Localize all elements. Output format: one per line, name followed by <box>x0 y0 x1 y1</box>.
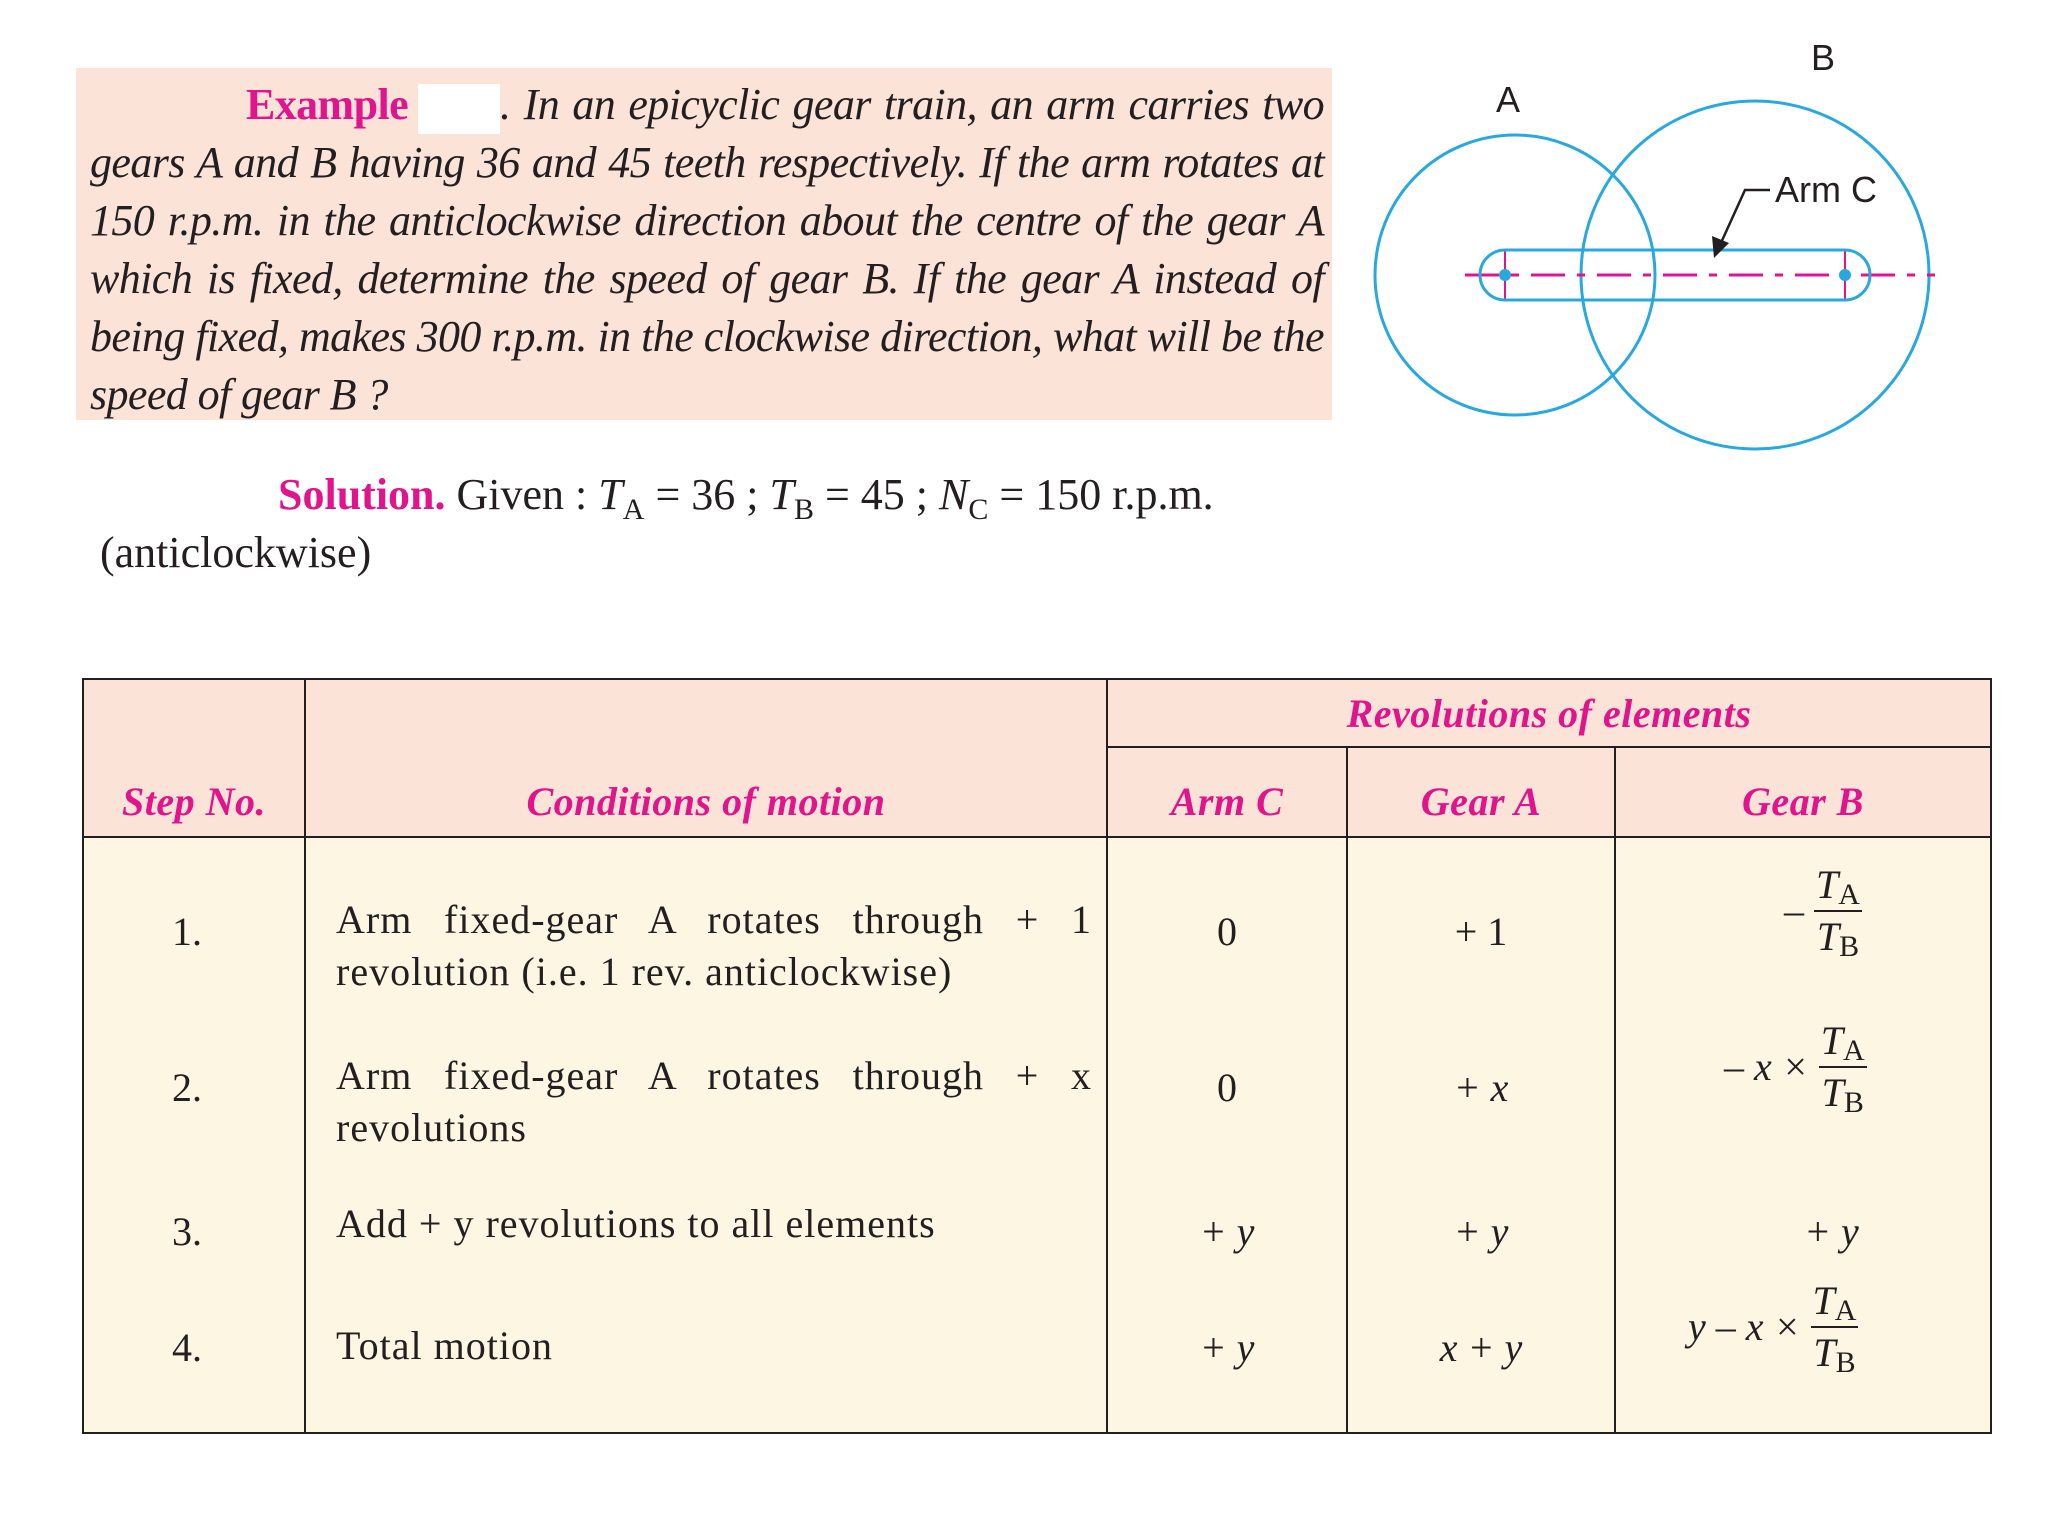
row4-gear-a: x + y <box>1439 1325 1523 1370</box>
row2-arm: 0 <box>1217 1065 1237 1110</box>
header-gear-b: Gear B <box>1742 779 1864 824</box>
label-b: B <box>1810 40 1836 78</box>
row1-condition <box>336 894 1092 998</box>
row2-condition <box>336 1050 1092 1154</box>
solution-label: Solution. <box>278 470 446 519</box>
row1-frac-den-sub: B <box>1839 930 1860 963</box>
ta-symbol: T <box>598 470 623 519</box>
header-subdivider <box>1106 746 1990 748</box>
header-conditions: Conditions of motion <box>526 779 886 824</box>
gear-a-center-dot <box>1499 269 1511 281</box>
example-problem-box <box>76 68 1332 420</box>
nc-value: = 150 r.p.m. <box>999 470 1214 519</box>
example-number-blank <box>418 84 500 134</box>
ta-value: = 36 ; <box>655 470 759 519</box>
row3-step: 3. <box>172 1209 202 1254</box>
header-step: Step No. <box>122 779 266 824</box>
label-arm-c: Arm C <box>1775 169 1877 210</box>
row3-arm: + y <box>1199 1209 1255 1254</box>
row3-gear-b: + y <box>1804 1209 1859 1254</box>
gear-train-diagram <box>1340 40 2030 480</box>
col-divider-gear-a <box>1614 748 1616 1432</box>
nc-symbol: N <box>939 470 969 519</box>
row4-gear-b-prefix: y – x × <box>1688 1304 1801 1349</box>
arm-arrow-head <box>1712 236 1729 258</box>
row1-frac-den: T <box>1816 914 1840 959</box>
row1-condition-line1: Arm fixed-gear A rotates through + 1 <box>336 897 1092 942</box>
row4-gear-b <box>1688 1276 1858 1378</box>
header-gear-a: Gear A <box>1420 779 1542 824</box>
row2-condition-line1: Arm fixed-gear A rotates through + x <box>336 1053 1092 1098</box>
row2-frac-num: T <box>1820 1018 1843 1063</box>
row2-condition-line2: revolutions <box>336 1105 527 1150</box>
row2-step: 2. <box>172 1065 202 1110</box>
row2-gear-b-prefix: – x × <box>1724 1044 1809 1089</box>
tb-value: = 45 ; <box>824 470 929 519</box>
row2-gear-b-fraction <box>1819 1016 1867 1118</box>
row3-condition: Add + y revolutions to all elements <box>336 1201 936 1246</box>
row1-arm: 0 <box>1217 909 1237 954</box>
row4-arm: + y <box>1199 1325 1255 1370</box>
row4-gear-b-fraction <box>1811 1276 1859 1378</box>
header-arm-c: Arm C <box>1170 779 1284 824</box>
label-a: A <box>1495 79 1521 120</box>
header-revolutions: Revolutions of elements <box>1346 691 1752 736</box>
row2-gear-b <box>1724 1016 1867 1118</box>
solution-block <box>100 466 1382 582</box>
row2-frac-num-sub: A <box>1843 1034 1865 1067</box>
row4-frac-num-sub: A <box>1834 1294 1857 1327</box>
given-text: Given : <box>456 470 588 519</box>
nc-subscript: C <box>968 493 989 526</box>
row1-frac-num: T <box>1816 862 1839 907</box>
row1-gear-b <box>1784 860 1862 962</box>
example-label: Example <box>246 80 409 129</box>
gear-b-center-dot <box>1839 269 1851 281</box>
row1-gear-b-prefix: – <box>1784 888 1804 933</box>
direction-text: (anticlockwise) <box>100 528 372 577</box>
row1-condition-line2: revolution (i.e. 1 rev. anticlockwise) <box>336 949 953 994</box>
row4-frac-den: T <box>1813 1330 1836 1375</box>
row4-step: 4. <box>172 1325 202 1370</box>
ta-subscript: A <box>622 493 645 526</box>
row1-step: 1. <box>172 909 202 954</box>
row1-gear-a: + 1 <box>1454 909 1508 954</box>
row4-frac-den-sub: B <box>1835 1346 1856 1379</box>
row3-gear-a: + y <box>1453 1209 1509 1254</box>
row4-frac-num: T <box>1812 1278 1835 1323</box>
revolutions-table <box>82 678 1992 1434</box>
tb-symbol: T <box>769 470 794 519</box>
row1-gear-b-fraction <box>1814 860 1862 962</box>
row2-gear-a: + x <box>1453 1065 1509 1110</box>
row1-frac-num-sub: A <box>1838 878 1860 911</box>
row2-frac-den: T <box>1821 1070 1844 1115</box>
row2-frac-den-sub: B <box>1843 1086 1864 1119</box>
arm-c-pointer-arrow <box>1720 190 1770 245</box>
tb-subscript: B <box>793 493 814 526</box>
example-text: . In an epicyclic gear train, an arm carries two gears A and B having 36 and 45 teeth respectively. If the arm rotates at 150 r.p.m. in the anticlockwise direction about the centre of the gear A which is fixed, determine the speed of gear B. If the gear A instead of being fixed, makes 300 r.p.m. in the clockwise direction, what will be the speed of gear B ? <box>90 80 1324 419</box>
row4-condition: Total motion <box>336 1323 553 1368</box>
